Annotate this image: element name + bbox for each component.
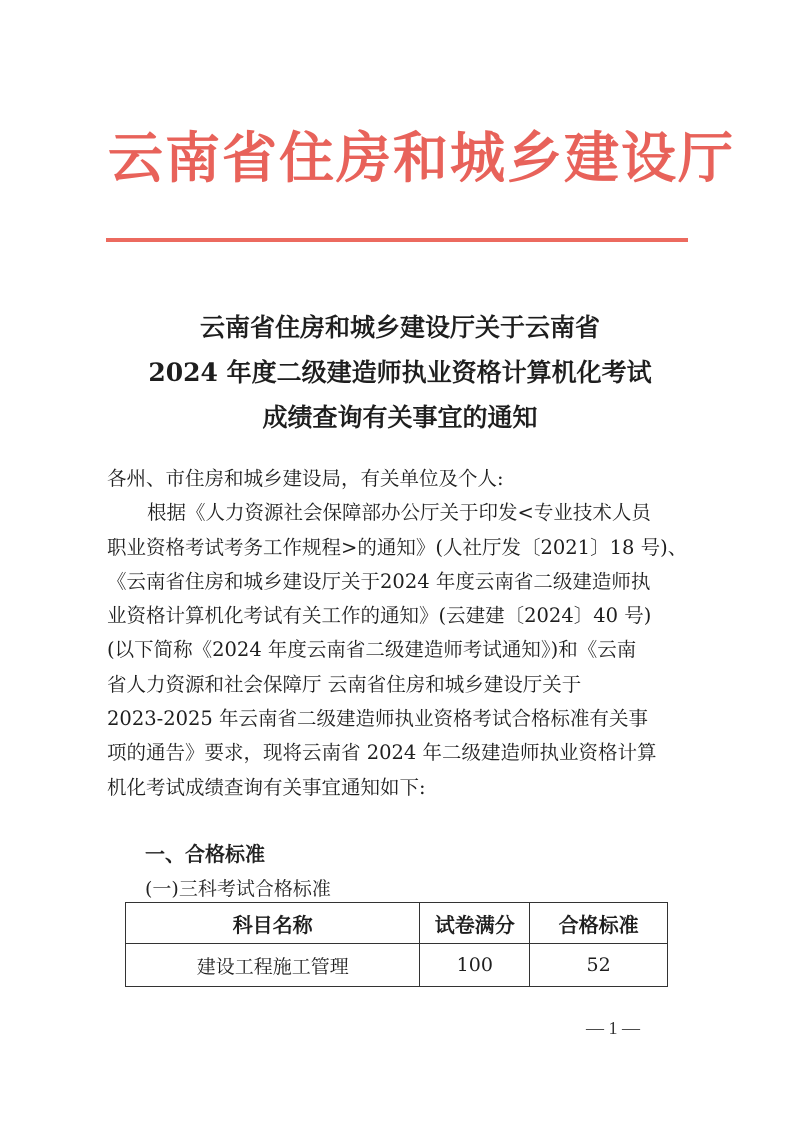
paragraph-line: 职业资格考试考务工作规程>的通知》(人社厅发〔2021〕18 号)、 [107, 535, 688, 559]
section-heading: 一、合格标准 [145, 842, 265, 866]
title-line-3: 成绩查询有关事宜的通知 [262, 403, 538, 432]
paragraph-line: 根据《人力资源社会保障部办公厅关于印发<专业技术人员 [147, 501, 651, 525]
issuer-masthead: 云南省住房和城乡建设厅 [108, 125, 736, 190]
column-header-passing-score: 合格标准 [530, 903, 668, 944]
table-header-row [126, 903, 668, 944]
paragraph-line: 《云南省住房和城乡建设厅关于2024 年度云南省二级建造师执 [107, 569, 651, 593]
column-header-full-score: 试卷满分 [420, 903, 530, 944]
salutation: 各州、市住房和城乡建设局，有关单位及个人: [107, 467, 504, 490]
column-header-subject: 科目名称 [126, 903, 420, 944]
title-line-2: 2024 年度二级建造师执业资格计算机化考试 [148, 358, 652, 387]
paragraph-line: 机化考试成绩查询有关事宜通知如下: [107, 775, 426, 799]
cell-subject: 建设工程施工管理 [126, 944, 420, 987]
paragraph-line: 项的通告》要求，现将云南省 2024 年二级建造师执业资格计算 [107, 741, 657, 765]
paragraph-line: 业资格计算机化考试有关工作的通知》(云建建〔2024〕40 号) [107, 604, 652, 628]
passing-standards-table [125, 902, 668, 987]
cell-passing-score: 52 [530, 944, 668, 987]
cell-full-score: 100 [420, 944, 530, 987]
body-text [107, 462, 707, 805]
red-divider-rule [106, 238, 688, 242]
paragraph-line: 2023-2025 年云南省二级建造师执业资格考试合格标准有关事 [107, 707, 649, 731]
paragraph-line: 省人力资源和社会保障厅 云南省住房和城乡建设厅关于 [107, 672, 582, 696]
title-line-1: 云南省住房和城乡建设厅关于云南省 [199, 313, 600, 342]
page-number: — 1 — [586, 1018, 640, 1038]
document-title [100, 305, 700, 440]
table-row [126, 944, 668, 987]
section-subheading: (一)三科考试合格标准 [145, 878, 331, 900]
paragraph-line: (以下简称《2024 年度云南省二级建造师考试通知》)和《云南 [107, 638, 637, 662]
